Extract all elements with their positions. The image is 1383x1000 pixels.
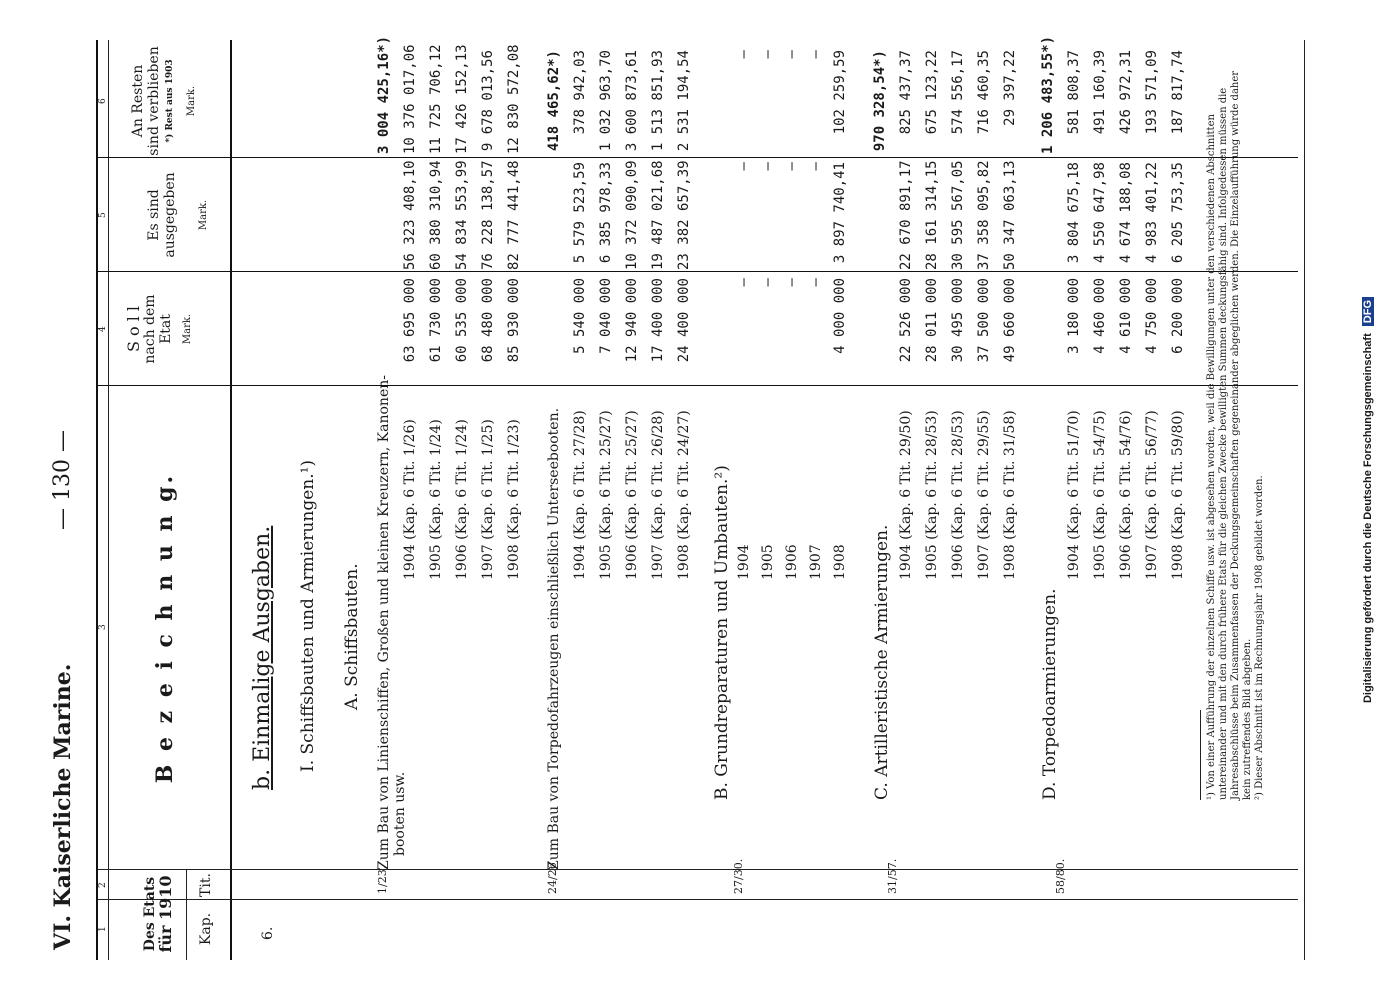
col-rule-2 — [98, 869, 1298, 870]
table-cell-rest: 11 725 706,12 — [428, 44, 444, 154]
table-row-desc: 1907 — [808, 544, 824, 580]
group-torpedo-label: Zum Bau von Torpedofahrzeugen einschließlich Unterseebooten. — [546, 407, 562, 870]
table-cell-rest: 17 426 152,13 — [454, 44, 470, 154]
table-row-desc: 1905 (Kap. 6 Tit. 28/53) — [924, 410, 940, 580]
table-cell-soll: 4 610 000 — [1118, 278, 1134, 354]
table-cell-soll: 37 500 000 — [976, 278, 992, 363]
table-row-desc: 1904 (Kap. 6 Tit. 51/70) — [1066, 410, 1082, 580]
table-cell-rest: — — [760, 50, 776, 59]
table-cell-rest: — — [784, 50, 800, 59]
footnote-rule — [1200, 710, 1201, 800]
table-bottom-rule — [1304, 40, 1305, 960]
table-cell-soll: 4 460 000 — [1092, 278, 1108, 354]
col-rule-4 — [98, 271, 1298, 272]
table-top-rule — [96, 40, 98, 960]
header-tit: Tit. — [198, 873, 214, 897]
table-cell-ausg: 76 228 138,57 — [480, 160, 496, 270]
table-cell-soll: 28 011 000 — [924, 278, 940, 363]
table-cell-rest: 102 259,59 — [832, 50, 848, 135]
table-cell-rest: 1 032 963,70 — [598, 50, 614, 152]
group-A-rest-1903: 3 004 425,16*) — [376, 35, 392, 154]
table-cell-ausg: 82 777 441,48 — [506, 160, 522, 270]
group-D-heading: D. Torpedoarmierungen. — [1040, 588, 1060, 800]
group-D-rest-1903: 1 206 483,55*) — [1040, 35, 1056, 154]
table-cell-rest: 29 397,22 — [1002, 50, 1018, 126]
table-cell-rest: — — [808, 50, 824, 59]
table-cell-soll: — — [784, 278, 800, 287]
table-row-desc: 1906 (Kap. 6 Tit. 54/76) — [1118, 410, 1134, 580]
table-cell-soll: — — [736, 278, 752, 287]
table-row-desc: 1908 (Kap. 6 Tit. 31/58) — [1002, 410, 1018, 580]
group-B-tit: 27/30. — [732, 858, 745, 894]
table-row-desc: 1908 — [832, 544, 848, 580]
col-number-6: 6 — [98, 98, 108, 104]
table-cell-ausg: 28 161 314,15 — [924, 160, 940, 270]
header-bezeichnung: B e z e i c h n u n g. — [152, 472, 178, 784]
table-cell-ausg: 54 834 553,99 — [454, 160, 470, 270]
table-cell-ausg: 3 897 740,41 — [832, 162, 848, 264]
table-cell-ausg: 6 385 978,33 — [598, 162, 614, 264]
table-cell-rest: 193 571,09 — [1144, 50, 1160, 135]
table-row-desc: 1907 (Kap. 6 Tit. 29/55) — [976, 410, 992, 580]
group-A-tit: 1/23. — [376, 865, 389, 894]
table-cell-soll: 63 695 000 — [402, 278, 418, 363]
table-cell-soll: 4 000 000 — [832, 278, 848, 354]
table-row-desc: 1907 (Kap. 6 Tit. 1/25) — [480, 419, 496, 580]
col-rule-3 — [98, 385, 1298, 386]
table-cell-ausg: 19 487 021,68 — [650, 160, 666, 270]
table-row-desc: 1906 (Kap. 6 Tit. 28/53) — [950, 410, 966, 580]
table-cell-soll: — — [808, 278, 824, 287]
table-cell-soll: 61 730 000 — [428, 278, 444, 363]
group-C-tit: 31/57. — [886, 858, 899, 894]
table-cell-soll: 22 526 000 — [898, 278, 914, 363]
group-D-tit: 58/80. — [1054, 858, 1067, 894]
table-row-desc: 1906 (Kap. 6 Tit. 1/24) — [454, 419, 470, 580]
header-etat: Des Etats für 1910 — [142, 875, 175, 953]
table-cell-rest: 10 376 017,06 — [402, 44, 418, 154]
table-row-desc: 1904 (Kap. 6 Tit. 29/50) — [898, 410, 914, 580]
header-title: VI. Kaiserliche Marine. — [50, 663, 76, 950]
table-cell-rest: 12 830 572,08 — [506, 44, 522, 154]
table-cell-ausg: 60 380 310,94 — [428, 160, 444, 270]
table-cell-soll: 30 495 000 — [950, 278, 966, 363]
table-cell-ausg: 3 804 675,18 — [1066, 162, 1082, 264]
table-cell-rest: 581 808,37 — [1066, 50, 1082, 135]
header-soll: S o l l nach dem Etat Mark. — [124, 294, 193, 364]
table-cell-soll: 60 535 000 — [454, 278, 470, 363]
table-cell-rest: 675 123,22 — [924, 50, 940, 135]
dfg-badge: DFG — [1362, 297, 1374, 326]
table-cell-ausg: 4 674 188,08 — [1118, 162, 1134, 264]
table-row-desc: 1906 — [784, 544, 800, 580]
table-cell-ausg: 4 983 401,22 — [1144, 162, 1160, 264]
table-cell-ausg: 23 382 657,39 — [676, 160, 692, 270]
header-kap-rule — [186, 870, 187, 960]
table-row-desc: 1908 (Kap. 6 Tit. 59/80) — [1170, 410, 1186, 580]
table-cell-ausg: 10 372 090,09 — [624, 160, 640, 270]
table-row-desc: 1906 (Kap. 6 Tit. 25/27) — [624, 410, 640, 580]
table-row-desc: 1904 (Kap. 6 Tit. 27/28) — [572, 410, 588, 580]
table-cell-rest: 1 513 851,93 — [650, 50, 666, 152]
table-row-desc: 1907 (Kap. 6 Tit. 56/77) — [1144, 410, 1160, 580]
table-row-desc: 1904 — [736, 544, 752, 580]
col-rule-5 — [98, 157, 1298, 158]
table-cell-soll: 5 540 000 — [572, 278, 588, 354]
table-cell-soll: 49 660 000 — [1002, 278, 1018, 363]
section-I-heading: I. Schiffsbauten und Armierungen.¹) — [298, 459, 318, 772]
group-torpedo-rest-1903: 418 465,62*) — [546, 50, 562, 152]
table-cell-soll: 3 180 000 — [1066, 278, 1082, 354]
table-cell-soll: 7 040 000 — [598, 278, 614, 354]
col-number-5: 5 — [98, 212, 108, 218]
table-cell-ausg: 4 550 647,98 — [1092, 162, 1108, 264]
table-cell-rest: 2 531 194,54 — [676, 50, 692, 152]
group-C-heading: C. Artilleristische Armierungen. — [872, 524, 892, 800]
table-cell-ausg: — — [736, 162, 752, 171]
section-b-heading: b. Einmalige Ausgaben. — [250, 525, 275, 790]
header-number-rule — [108, 40, 109, 960]
table-row-desc: 1905 (Kap. 6 Tit. 1/24) — [428, 419, 444, 580]
group-C-rest-1903: 970 328,54*) — [872, 50, 888, 152]
table-cell-soll: 4 750 000 — [1144, 278, 1160, 354]
group-A-label: Zum Bau von Linienschiffen, Großen und kleinen Kreuzern, Kanonen- booten usw. — [376, 375, 408, 870]
table-row-desc: 1907 (Kap. 6 Tit. 26/28) — [650, 410, 666, 580]
table-cell-soll: 6 200 000 — [1170, 278, 1186, 354]
table-cell-soll: 24 400 000 — [676, 278, 692, 363]
footnotes: ¹) Von einer Aufführung der einzelnen Schiffe usw. ist abgesehen worden, weil die Bewilligungen unter den verschiedenen Abschnitten untereinander und mit den durch frühere Etats für die gleichen Zwecke bewilligten Summen deckungsfähig sind. Infolgedessen müssen die Jahresabschlüsse beim Zusammenfassen der Deckungsgemeinschaften gegeneinander abgeglichen werden. Die Einzelaufführung würde daher kein zutreffendes Bild abgeben. ²) Dieser Abschnitt ist im Rechnungsjahr 1908 gebildet worden. — [1206, 70, 1265, 800]
table-row-desc: 1908 (Kap. 6 Tit. 24/27) — [676, 410, 692, 580]
table-cell-rest: — — [736, 50, 752, 59]
table-cell-rest: 426 972,31 — [1118, 50, 1134, 135]
table-cell-rest: 9 678 013,56 — [480, 50, 496, 152]
table-cell-soll: 85 930 000 — [506, 278, 522, 363]
table-cell-ausg: — — [760, 162, 776, 171]
table-row-desc: 1905 (Kap. 6 Tit. 54/75) — [1092, 410, 1108, 580]
table-cell-soll: 17 400 000 — [650, 278, 666, 363]
table-cell-ausg: 50 347 063,13 — [1002, 160, 1018, 270]
table-cell-rest: 3 600 873,61 — [624, 50, 640, 152]
table-cell-soll: 68 480 000 — [480, 278, 496, 363]
group-B-heading: B. Grundreparaturen und Umbauten.²) — [712, 465, 732, 800]
table-cell-ausg: 30 595 567,05 — [950, 160, 966, 270]
table-row-desc: 1904 (Kap. 6 Tit. 1/26) — [402, 419, 418, 580]
table-cell-ausg: 5 579 523,59 — [572, 162, 588, 264]
table-cell-ausg: 37 358 095,82 — [976, 160, 992, 270]
col-number-4: 4 — [98, 326, 108, 332]
header-kap: Kap. — [198, 912, 214, 946]
page-number: — 130 — — [50, 430, 75, 530]
col-number-2: 2 — [98, 882, 108, 888]
header-ausgegeben: Es sind ausgegeben Mark. — [146, 172, 209, 258]
table-cell-rest: 378 942,03 — [572, 50, 588, 135]
kap-value: 6. — [260, 926, 276, 940]
header-reste: An Resten sind verblieben *) Rest aus 1903 Mark. — [130, 46, 197, 156]
col-number-1: 1 — [98, 926, 108, 932]
table-cell-ausg: 22 670 891,17 — [898, 160, 914, 270]
table-row-desc: 1905 (Kap. 6 Tit. 25/27) — [598, 410, 614, 580]
table-cell-rest: 491 160,39 — [1092, 50, 1108, 135]
table-row-desc: 1905 — [760, 544, 776, 580]
digitization-note: Digitalisierung gefördert durch die Deutsche Forschungsgemeinschaft DFG — [1362, 0, 1374, 1000]
table-cell-ausg: — — [784, 162, 800, 171]
table-cell-ausg: 56 323 408,10 — [402, 160, 418, 270]
table-cell-ausg: — — [808, 162, 824, 171]
table-cell-soll: 12 940 000 — [624, 278, 640, 363]
table-cell-soll: — — [760, 278, 776, 287]
table-cell-rest: 825 437,37 — [898, 50, 914, 135]
group-torpedo-tit: 24/26 — [546, 862, 559, 894]
header-bottom-rule — [230, 40, 232, 960]
col-rule-1 — [98, 899, 1298, 900]
table-row-desc: 1908 (Kap. 6 Tit. 1/23) — [506, 419, 522, 580]
table-cell-ausg: 6 205 753,35 — [1170, 162, 1186, 264]
col-number-3: 3 — [98, 624, 108, 630]
table-cell-rest: 574 556,17 — [950, 50, 966, 135]
table-cell-rest: 187 817,74 — [1170, 50, 1186, 135]
group-A-heading: A. Schiffsbauten. — [342, 563, 362, 710]
table-cell-rest: 716 460,35 — [976, 50, 992, 135]
